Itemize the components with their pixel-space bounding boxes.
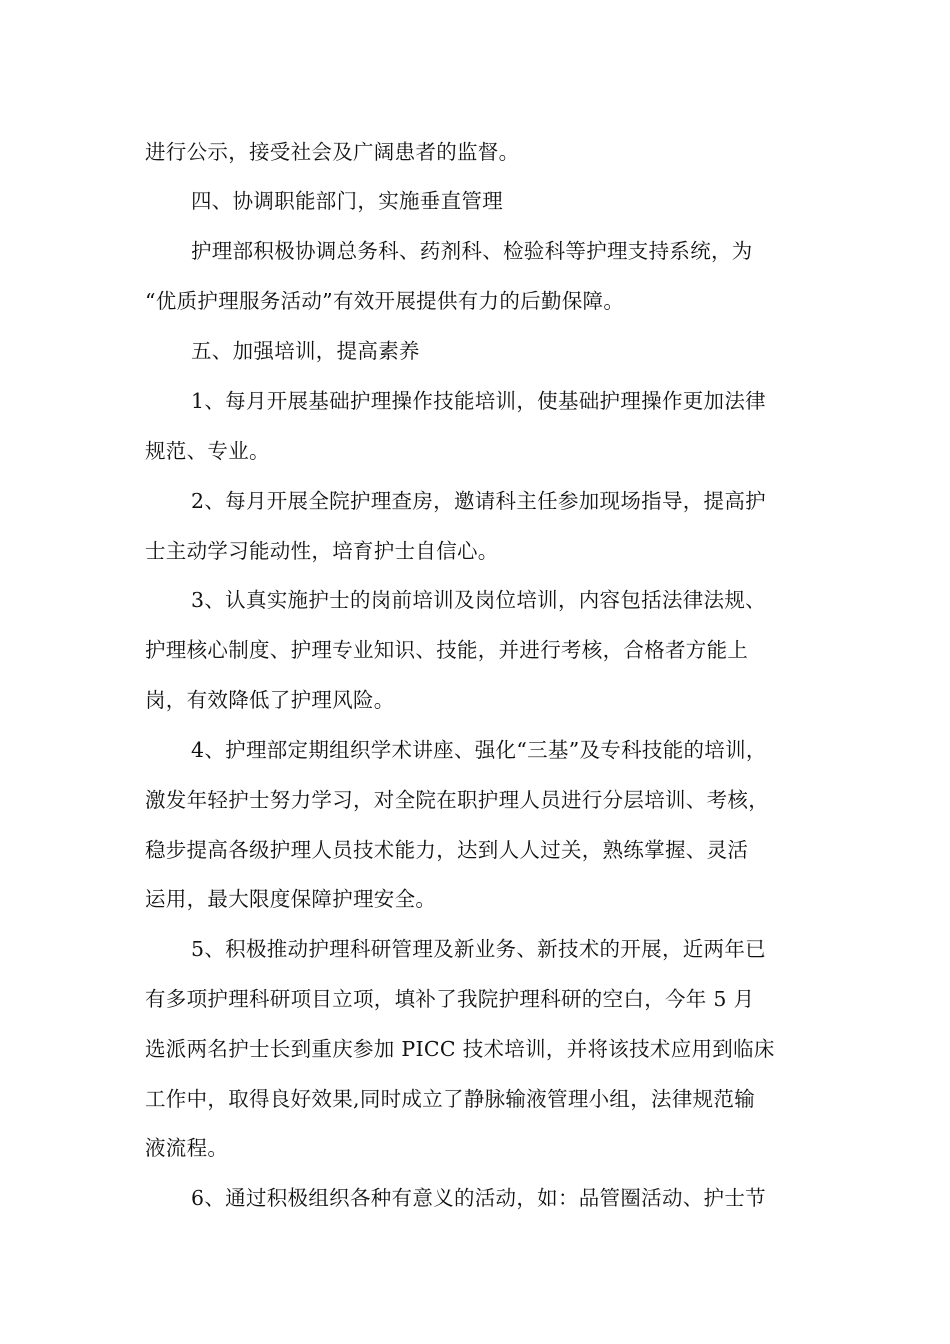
text-line: 4、护理部定期组织学术讲座、强化“三基”及专科技能的培训， (191, 738, 767, 762)
text-line: 5、积极推动护理科研管理及新业务、新技术的开展，近两年已 (191, 937, 766, 961)
text-line: 进行公示，接受社会及广阔患者的监督。 (145, 140, 520, 164)
text-line: 工作中，取得良好效果,同时成立了静脉输液管理小组，法律规范输 (145, 1087, 756, 1111)
text-line: 士主动学习能动性，培育护士自信心。 (145, 539, 499, 563)
text-line: 1、每月开展基础护理操作技能培训，使基础护理操作更加法律 (191, 389, 766, 413)
section-heading: 四、协调职能部门，实施垂直管理 (191, 189, 503, 213)
section-heading: 五、加强培训，提高素养 (191, 339, 420, 363)
text-line: 护理核心制度、护理专业知识、技能，并进行考核，合格者方能上 (145, 638, 749, 662)
text-line: 运用，最大限度保障护理安全。 (145, 887, 437, 911)
text-line: 岗，有效降低了护理风险。 (145, 688, 395, 712)
text-line: 护理部积极协调总务科、药剂科、检验科等护理支持系统，为 (191, 239, 753, 263)
text-line: 稳步提高各级护理人员技术能力，达到人人过关，熟练掌握、灵活 (145, 838, 749, 862)
text-line: 规范、专业。 (145, 439, 270, 463)
text-line: 激发年轻护士努力学习，对全院在职护理人员进行分层培训、考核， (145, 788, 769, 812)
text-line: 2、每月开展全院护理查房，邀请科主任参加现场指导，提高护 (191, 489, 766, 513)
text-line: 3、认真实施护士的岗前培训及岗位培训，内容包括法律法规、 (191, 588, 766, 612)
text-line: 有多项护理科研项目立项，填补了我院护理科研的空白，今年 5 月 (145, 987, 755, 1011)
text-line: 6、通过积极组织各种有意义的活动，如：品管圈活动、护士节 (191, 1186, 766, 1210)
text-line: 液流程。 (145, 1136, 229, 1160)
text-line: 选派两名护士长到重庆参加 PICC 技术培训，并将该技术应用到临床 (145, 1037, 775, 1061)
text-line: “优质护理服务活动”有效开展提供有力的后勤保障。 (145, 289, 625, 313)
